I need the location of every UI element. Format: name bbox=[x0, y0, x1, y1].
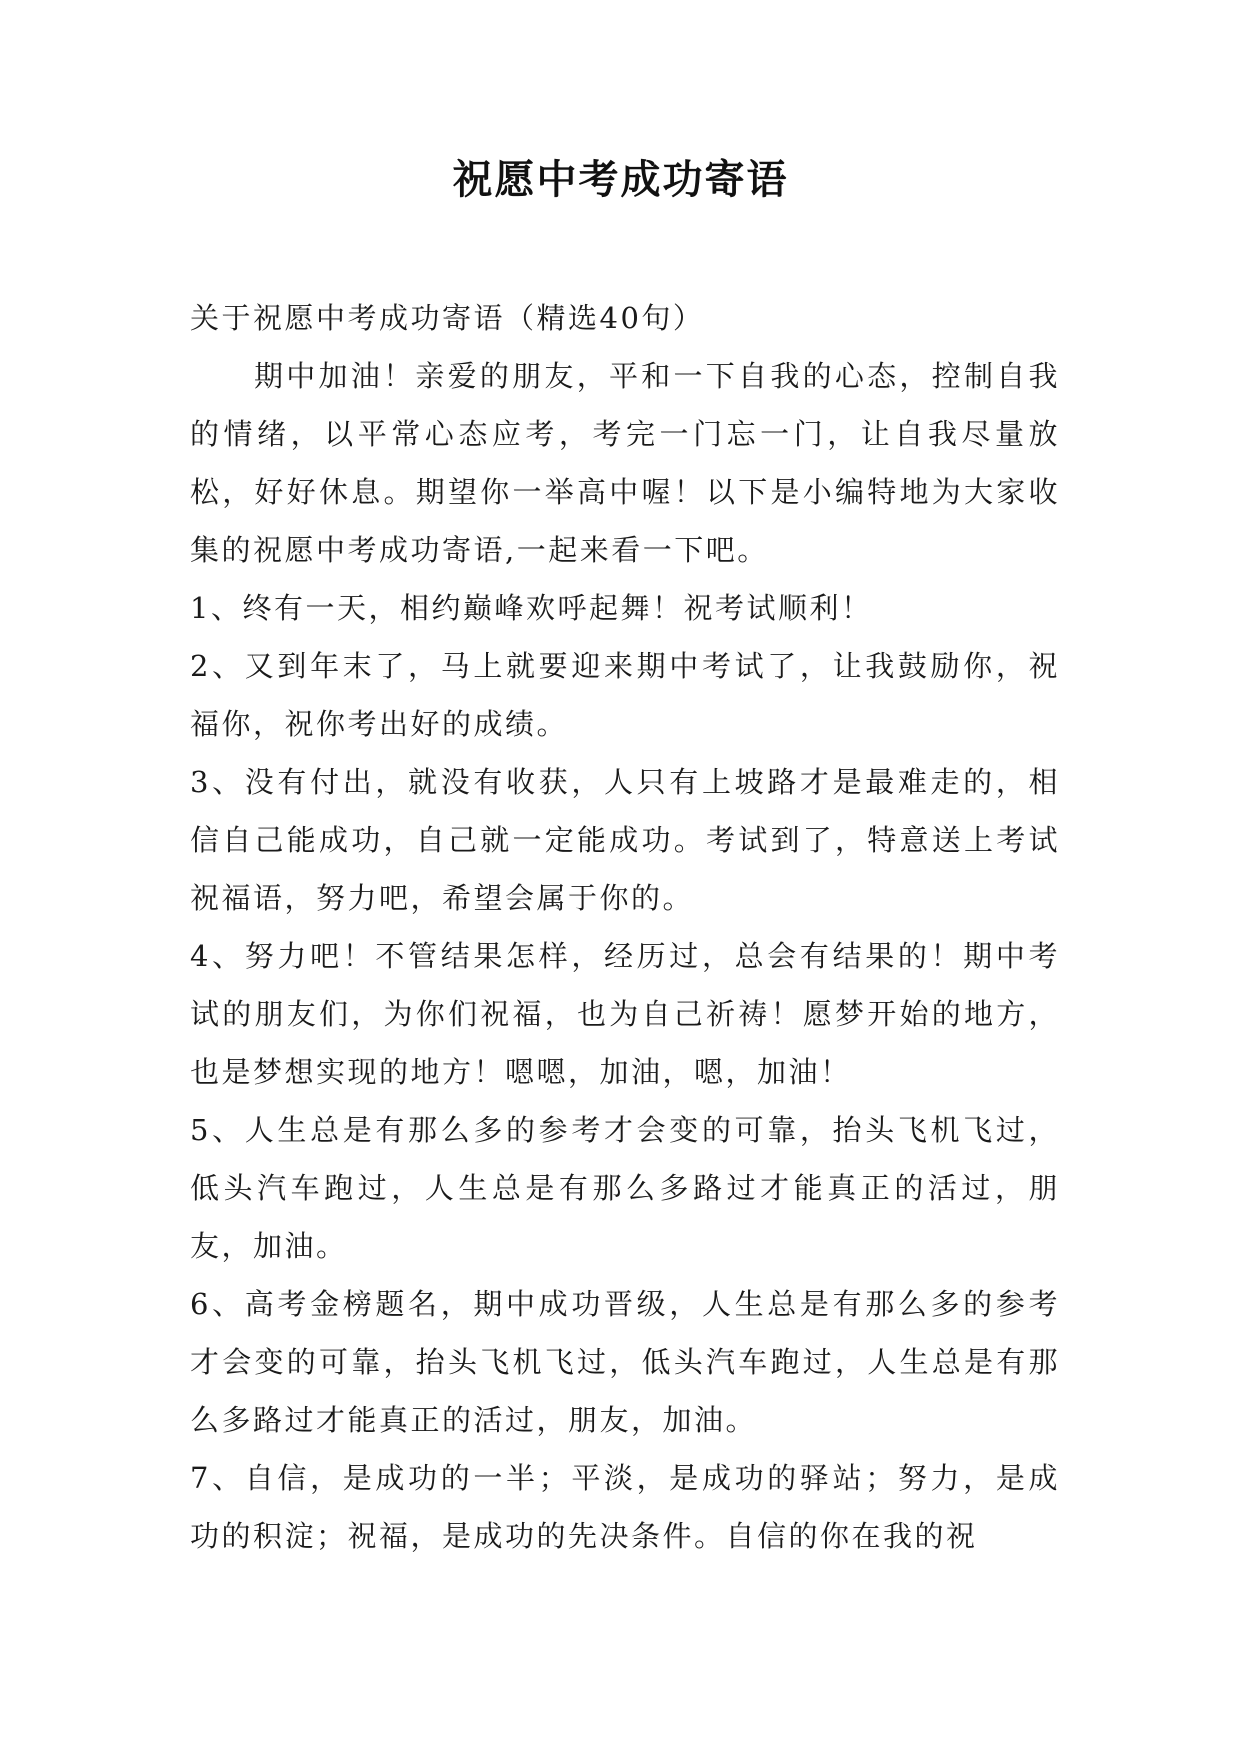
list-item: 3、没有付出，就没有收获，人只有上坡路才是最难走的，相信自己能成功，自己就一定能成功。考试到了，特意送上考试祝福语，努力吧，希望会属于你的。 bbox=[190, 765, 1060, 915]
document-title: 祝愿中考成功寄语 bbox=[452, 156, 789, 203]
list-item: 4、努力吧！不管结果怎样，经历过，总会有结果的！期中考试的朋友们，为你们祝福，也为自己祈祷！愿梦开始的地方，也是梦想实现的地方！嗯嗯，加油，嗯，加油！ bbox=[190, 939, 1060, 1089]
list-item: 1、终有一天，相约巅峰欢呼起舞！祝考试顺利！ bbox=[190, 591, 873, 625]
list-item: 5、人生总是有那么多的参考才会变的可靠，抬头飞机飞过，低头汽车跑过，人生总是有那么多路过才能真正的活过，朋友，加油。 bbox=[190, 1113, 1060, 1263]
list-item: 2、又到年末了，马上就要迎来期中考试了，让我鼓励你，祝福你，祝你考出好的成绩。 bbox=[190, 649, 1060, 741]
list-item: 7、自信，是成功的一半；平淡，是成功的驿站；努力，是成功的积淀；祝福，是成功的先决条件。自信的你在我的祝 bbox=[190, 1461, 1060, 1553]
list-item: 6、高考金榜题名，期中成功晋级，人生总是有那么多的参考才会变的可靠，抬头飞机飞过，低头汽车跑过，人生总是有那么多路过才能真正的活过，朋友，加油。 bbox=[190, 1287, 1060, 1437]
document-subtitle: 关于祝愿中考成功寄语（精选40句） bbox=[190, 301, 705, 335]
document-body bbox=[190, 289, 1060, 1565]
intro-paragraph: 期中加油！亲爱的朋友，平和一下自我的心态，控制自我的情绪，以平常心态应考，考完一门忘一门，让自我尽量放松，好好休息。期望你一举高中喔！以下是小编特地为大家收集的祝愿中考成功寄语,一起来看一下吧。 bbox=[190, 359, 1060, 567]
